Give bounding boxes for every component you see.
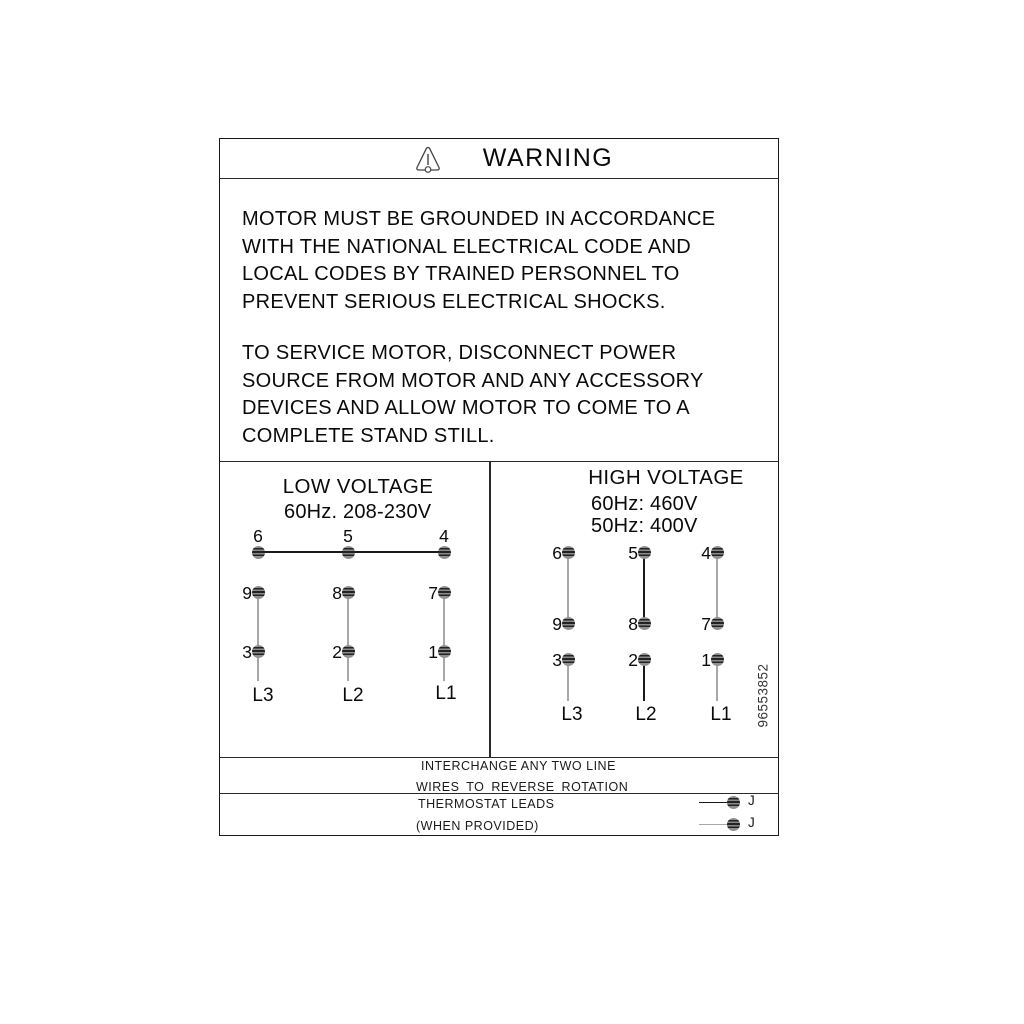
hv-terminal-6-dot <box>562 546 575 559</box>
warning-p1-line4: PREVENT SERIOUS ELECTRICAL SHOCKS. <box>242 290 666 313</box>
hv-wire-4-7 <box>716 553 717 624</box>
lv-terminal-5-dot <box>342 546 355 559</box>
hv-terminal-8-dot <box>638 617 651 630</box>
hv-terminal-7-dot <box>711 617 724 630</box>
thermostat-lead-1-wire <box>699 802 728 803</box>
lv-terminal-1-label: 1 <box>428 642 438 662</box>
interchange-note-line1: INTERCHANGE ANY TWO LINE <box>421 759 616 773</box>
lv-wire-8-2-l2 <box>347 593 348 681</box>
lv-terminal-2-dot <box>342 645 355 658</box>
lv-terminal-6-label: 6 <box>253 526 263 546</box>
hv-wire-6-9 <box>567 553 568 624</box>
warning-header <box>220 139 778 178</box>
part-number: 96553852 <box>755 663 771 728</box>
hv-terminal-9-dot <box>562 617 575 630</box>
lv-wire-9-3-l3 <box>257 593 258 681</box>
high-voltage-title: HIGH VOLTAGE <box>588 466 744 489</box>
hv-terminal-5-dot <box>638 546 651 559</box>
lv-terminal-7-dot <box>438 586 451 599</box>
lv-line-label-l3: L3 <box>252 685 274 706</box>
warning-p2-line1: TO SERVICE MOTOR, DISCONNECT POWER <box>242 342 677 364</box>
warning-title: WARNING <box>482 144 614 172</box>
warning-p1-line2: WITH THE NATIONAL ELECTRICAL CODE AND <box>242 235 691 258</box>
high-voltage-subtitle-50hz: 50Hz: 400V <box>591 515 698 537</box>
high-voltage-subtitle-60hz: 60Hz: 460V <box>591 493 698 515</box>
low-voltage-title: LOW VOLTAGE <box>282 475 434 498</box>
interchange-divider <box>220 757 778 758</box>
hv-terminal-1-label: 1 <box>701 650 711 670</box>
motor-warning-label <box>219 138 779 836</box>
hv-terminal-3-dot <box>562 653 575 666</box>
lv-terminal-6-dot <box>252 546 265 559</box>
warning-p2-line4: COMPLETE STAND STILL. <box>242 424 495 447</box>
warning-triangle-icon <box>415 145 441 173</box>
hv-wire-1-l1 <box>716 660 717 701</box>
warning-diagram-divider <box>220 461 778 462</box>
lv-terminal-5-label: 5 <box>343 526 353 546</box>
hv-terminal-4-dot <box>711 546 724 559</box>
hv-wire-5-8 <box>643 553 644 624</box>
thermostat-lead-1-label: J <box>748 793 755 808</box>
lv-terminal-8-dot <box>342 586 355 599</box>
warning-p1-line3: LOCAL CODES BY TRAINED PERSONNEL TO <box>242 263 680 285</box>
thermostat-lead-2-label: J <box>748 815 755 830</box>
lv-terminal-3-dot <box>252 645 265 658</box>
thermostat-note-line2: (WHEN PROVIDED) <box>416 819 539 833</box>
lv-wire-7-1-l1 <box>443 593 444 681</box>
hv-wire-2-l2 <box>643 660 644 701</box>
thermostat-lead-2-dot <box>727 818 740 831</box>
hv-terminal-3-label: 3 <box>552 650 562 670</box>
lv-terminal-2-label: 2 <box>332 642 342 662</box>
hv-terminal-2-label: 2 <box>628 650 638 670</box>
hv-terminal-7-label: 7 <box>701 614 711 634</box>
hv-terminal-1-dot <box>711 653 724 666</box>
hv-terminal-2-dot <box>638 653 651 666</box>
hv-terminal-8-label: 8 <box>628 614 638 634</box>
interchange-note-line2: WIRES TO REVERSE ROTATION <box>416 780 629 794</box>
header-divider <box>220 178 778 179</box>
warning-paragraph-1 <box>242 206 762 316</box>
hv-terminal-5-label: 5 <box>628 543 638 563</box>
lv-line-label-l2: L2 <box>342 685 364 706</box>
warning-p1-line1: MOTOR MUST BE GROUNDED IN ACCORDANCE <box>242 208 716 230</box>
lv-terminal-4-dot <box>438 546 451 559</box>
hv-terminal-4-label: 4 <box>701 543 711 563</box>
warning-p2-line2: SOURCE FROM MOTOR AND ANY ACCESSORY <box>242 369 704 392</box>
lv-terminal-3-label: 3 <box>242 642 252 662</box>
warning-p2-line3: DEVICES AND ALLOW MOTOR TO COME TO A <box>242 397 690 419</box>
lv-terminal-4-label: 4 <box>439 526 449 546</box>
lv-line-label-l1: L1 <box>435 683 457 704</box>
hv-line-label-l2: L2 <box>635 704 657 725</box>
lv-terminal-1-dot <box>438 645 451 658</box>
hv-terminal-6-label: 6 <box>552 543 562 563</box>
thermostat-lead-1-dot <box>727 796 740 809</box>
hv-wire-3-l3 <box>567 660 568 701</box>
lv-terminal-8-label: 8 <box>332 583 342 603</box>
warning-header-group <box>415 144 613 173</box>
thermostat-lead-2-wire <box>699 824 728 825</box>
lv-terminal-9-dot <box>252 586 265 599</box>
hv-terminal-9-label: 9 <box>552 614 562 634</box>
lv-terminal-7-label: 7 <box>428 583 438 603</box>
hv-line-label-l3: L3 <box>561 704 583 725</box>
warning-paragraph-2 <box>242 340 762 450</box>
hv-line-label-l1: L1 <box>710 704 732 725</box>
lv-terminal-9-label: 9 <box>242 583 252 603</box>
voltage-panel-divider <box>489 461 490 757</box>
low-voltage-subtitle: 60Hz. 208-230V <box>284 501 432 523</box>
thermostat-note-line1: THERMOSTAT LEADS <box>418 797 555 811</box>
